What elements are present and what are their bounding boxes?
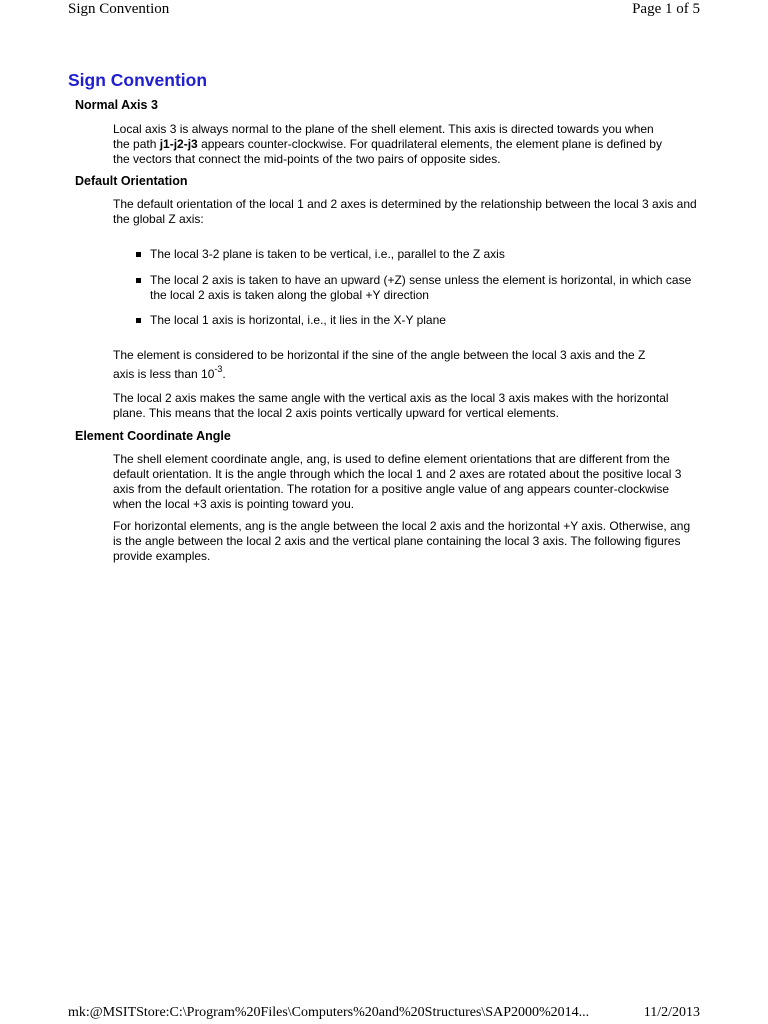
- normal-axis-line2-pre: the path: [113, 137, 160, 151]
- paragraph-horizontal-criterion: [113, 346, 698, 385]
- page-footer: [68, 1002, 700, 1024]
- bullet-icon: [136, 278, 141, 283]
- paragraph-vertical-elements: The local 2 axis makes the same angle with the vertical axis as the local 3 axis makes with the horizontal plane. This means that the local 2 axis points vertically upward for vertical elements.: [113, 391, 669, 420]
- print-date: 11/2/2013: [643, 1005, 700, 1020]
- horizontal-line2-post: .: [222, 367, 226, 381]
- bullet-text: The local 1 axis is horizontal, i.e., it lies in the X-Y plane: [150, 313, 446, 327]
- source-url: mk:@MSITStore:C:\Program%20Files\Computers%20and%20Structures\SAP2000%2014...: [68, 1005, 590, 1020]
- header-title: Sign Convention: [68, 1, 170, 17]
- bullet-icon: [136, 318, 141, 323]
- heading-normal-axis: Normal Axis 3: [75, 98, 158, 112]
- page-number: Page 1 of 5: [632, 1, 700, 17]
- exponent: -3: [214, 364, 223, 374]
- list-item: [150, 247, 698, 262]
- paragraph-horizontal-ang: For horizontal elements, ang is the angle between the local 2 axis and the horizontal +Y axis. Otherwise, ang is the angle between the local 2 axis and the vertical plane containing the local 3 axis. The following figures provide examples.: [113, 519, 691, 563]
- horizontal-line2-pre: axis is less than 10: [113, 367, 215, 381]
- page-header: [68, 0, 700, 20]
- list-item: [150, 273, 698, 303]
- paragraph-default-intro: The default orientation of the local 1 and 2 axes is determined by the relationship between the local 3 axis and the global Z axis:: [113, 197, 697, 226]
- horizontal-line1: The element is considered to be horizontal if the sine of the angle between the local 3 axis and the Z: [113, 348, 646, 362]
- normal-axis-line3: the vectors that connect the mid-points of the two pairs of opposite sides.: [113, 152, 501, 166]
- bullet-text: The local 3-2 plane is taken to be vertical, i.e., parallel to the Z axis: [150, 247, 505, 261]
- bullet-text: The local 2 axis is taken to have an upward (+Z) sense unless the element is horizontal, in which case the local 2 axis is taken along the global +Y direction: [150, 273, 692, 302]
- bullet-icon: [136, 252, 141, 257]
- normal-axis-line1: Local axis 3 is always normal to the plane of the shell element. This axis is directed towards you when: [113, 122, 654, 136]
- paragraph-coordinate-angle: The shell element coordinate angle, ang, is used to define element orientations that are different from the default orientation. It is the angle through which the local 1 and 2 axes are rotated about the positive local 3 axis from the default orientation. The rotation for a positive angle value of ang appears counter-clockwise when the local +3 axis is pointing toward you.: [113, 452, 682, 511]
- path-label: j1-j2-j3: [159, 137, 198, 151]
- heading-default-orientation: Default Orientation: [75, 174, 188, 188]
- paragraph-normal-axis: [113, 122, 698, 167]
- normal-axis-line2-post: appears counter-clockwise. For quadrilateral elements, the element plane is defined by: [197, 137, 662, 151]
- page-title: Sign Convention: [68, 70, 208, 90]
- heading-element-coordinate-angle: Element Coordinate Angle: [75, 429, 231, 443]
- list-item: [150, 313, 698, 328]
